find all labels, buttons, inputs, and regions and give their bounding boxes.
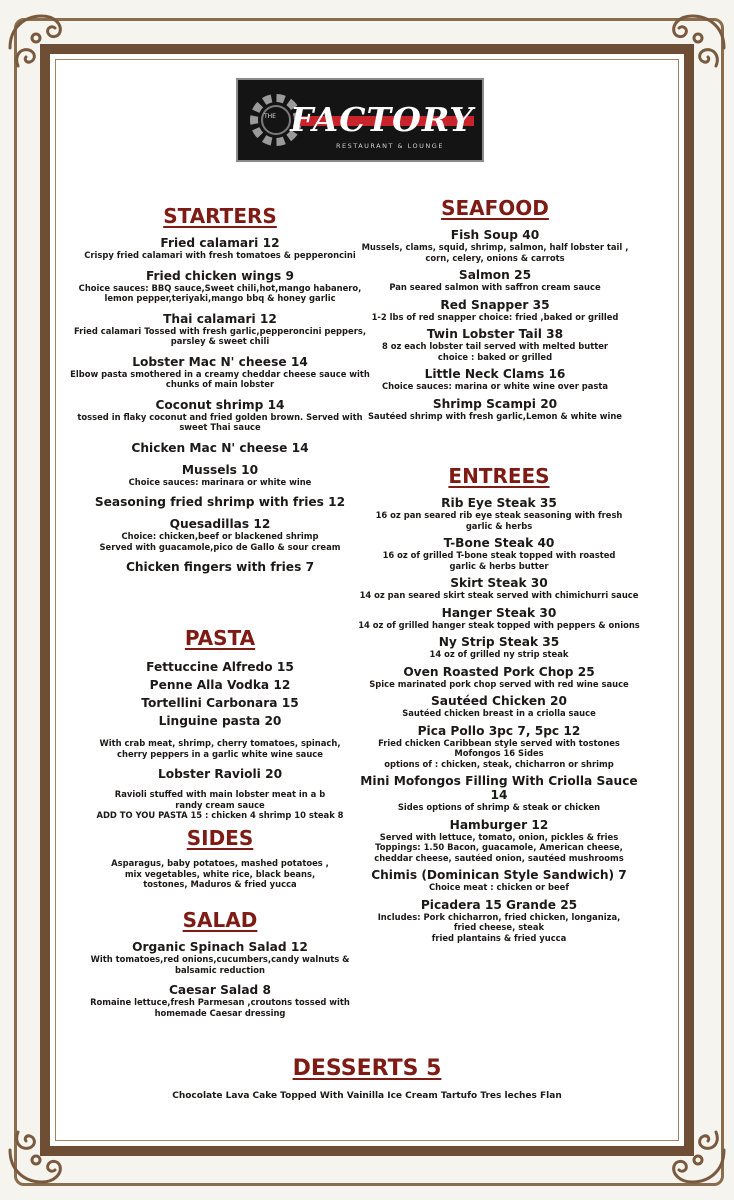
item-description: Choice sauces: marina or white wine over pasta	[381, 381, 609, 391]
menu-item: Fried chicken wings 9	[145, 268, 295, 283]
item-description: garlic & herbs butter	[449, 560, 549, 571]
restaurant-logo	[236, 78, 484, 162]
section-title: SALAD	[182, 908, 258, 932]
item-description: 14 oz of grilled ny strip steak	[429, 649, 569, 659]
item-description: 8 oz each lobster tail served with melted butter	[381, 341, 609, 351]
menu-item: Rib Eye Steak 35	[441, 496, 557, 510]
item-description: choice : baked or grilled	[437, 351, 553, 362]
item-description: Sautéed chicken breast in a criolla sauce	[402, 708, 596, 718]
item-description: Served with guacamole,pico de Gallo & sour cream	[99, 541, 341, 552]
pasta-add-on: ADD TO YOU PASTA 15 : chicken 4 shrimp 10 steak 8	[96, 810, 344, 820]
item-description: Served with lettuce, tomato, onion, pickles & fries	[379, 831, 619, 842]
item-description: chunks of main lobster	[165, 379, 275, 389]
item-description: tossed in flaky coconut and fried golden brown. Served with	[77, 411, 363, 422]
corner-flourish-icon	[662, 8, 732, 78]
section-title: ENTREES	[448, 464, 550, 488]
menu-item: Mini Mofongos Filling With Criolla Sauce 14	[360, 774, 638, 802]
menu-item: Picadera 15 Grande 25	[420, 897, 578, 912]
section-title: PASTA	[184, 626, 256, 650]
item-description: Fried chicken Caribbean style served with tostones	[378, 737, 620, 748]
menu-item: Salmon 25	[458, 268, 532, 282]
menu-item: Sautéed Chicken 20	[431, 694, 567, 708]
item-description: Choice: chicken,beef or blackened shrimp	[121, 531, 319, 541]
menu-item: Hanger Steak 30	[441, 605, 557, 620]
item-description: sweet Thai sauce	[179, 422, 261, 432]
sides-section	[70, 826, 370, 890]
section-title: DESSERTS 5	[292, 1056, 442, 1081]
menu-item: T-Bone Steak 40	[443, 536, 555, 550]
logo-name: FACTORY	[290, 100, 474, 139]
menu-item: Fish Soup 40	[450, 228, 540, 242]
menu-item: Coconut shrimp 14	[155, 397, 285, 412]
menu-item: Quesadillas 12	[169, 517, 271, 531]
item-description: Spice marinated pork chop served with red wine sauce	[369, 678, 629, 689]
item-description: Mofongos 16 Sides	[454, 748, 544, 758]
item-description: With tomatoes,red onions,cucumbers,candy walnuts &	[90, 954, 350, 964]
item-description: 1-2 lbs of red snapper choice: fried ,baked or grilled	[371, 311, 619, 322]
item-description: balsamic reduction	[175, 964, 265, 975]
item-description: Includes: Pork chicharron, fried chicken, longaniza,	[377, 911, 621, 922]
item-description: Choice sauces: marinara or white wine	[128, 476, 312, 487]
item-description: mix vegetables, white rice, black beans,	[124, 868, 316, 879]
starters-section	[70, 204, 370, 574]
item-description: Ravioli stuffed with main lobster meat in a b	[114, 789, 326, 799]
menu-item: Red Snapper 35	[440, 297, 550, 312]
item-description: Sides options of shrimp & steak or chicken	[397, 802, 601, 812]
item-description: With crab meat, shrimp, cherry tomatoes, spinach,	[99, 738, 341, 748]
item-description: garlic & herbs	[465, 520, 533, 531]
item-description: options of : chicken, steak, chicharron or shrimp	[384, 758, 614, 769]
section-title: SIDES	[186, 826, 254, 850]
menu-item: Little Neck Clams 16	[424, 367, 566, 381]
menu-item: Organic Spinach Salad 12	[132, 940, 308, 954]
item-description: randy cream sauce	[175, 799, 265, 810]
menu-item: Ny Strip Steak 35	[438, 635, 560, 649]
menu-item: Chicken Mac N' cheese 14	[131, 440, 309, 455]
item-description: Choice meat : chicken or beef	[429, 882, 569, 892]
menu-item: Caesar Salad 8	[168, 983, 272, 997]
menu-item: Twin Lobster Tail 38	[426, 327, 564, 341]
item-description: Elbow pasta smothered in a creamy cheddar cheese sauce with	[70, 368, 370, 379]
item-description: tostones, Maduros & fried yucca	[143, 879, 297, 889]
item-description: lemon pepper,teriyaki,mango bbq & honey garlic	[104, 293, 336, 303]
item-description: 14 oz of grilled hanger steak topped with peppers & onions	[358, 619, 640, 630]
pasta-section	[70, 626, 370, 821]
item-description: 16 oz pan seared rib eye steak seasoning with fresh	[375, 510, 623, 520]
item-description: Fried calamari Tossed with fresh garlic,pepperoncini peppers,	[73, 325, 366, 336]
menu-item: Tortellini Carbonara 15	[141, 696, 299, 710]
menu-item: Skirt Steak 30	[450, 576, 548, 590]
item-description: parsley & sweet chili	[170, 336, 270, 346]
menu-item: Seasoning fried shrimp with fries 12	[94, 495, 346, 509]
corner-flourish-icon	[2, 8, 72, 78]
logo-tagline: RESTAURANT & LOUNGE	[336, 142, 444, 150]
section-title: STARTERS	[163, 204, 277, 228]
corner-flourish-icon	[662, 1120, 732, 1190]
desserts-section	[100, 1056, 634, 1102]
item-description: Romaine lettuce,fresh Parmesan ,croutons tossed with	[90, 997, 350, 1007]
menu-item: Chimis (Dominican Style Sandwich) 7	[371, 868, 627, 882]
menu-item: Mussels 10	[181, 462, 259, 477]
menu-item: Linguine pasta 20	[158, 714, 282, 728]
section-title: SEAFOOD	[441, 196, 549, 220]
menu-item: Penne Alla Vodka 12	[149, 678, 291, 692]
corner-flourish-icon	[2, 1120, 72, 1190]
item-description: Choice sauces: BBQ sauce,Sweet chili,hot,mango habanero,	[78, 282, 362, 293]
item-description: Toppings: 1.50 Bacon, guacamole, American cheese,	[375, 842, 623, 852]
item-description: Mussels, clams, squid, shrimp, salmon, half lobster tail ,	[361, 242, 629, 252]
item-description: Crispy fried calamari with fresh tomatoes & pepperoncini	[84, 250, 356, 260]
menu-item: Lobster Mac N' cheese 14	[132, 354, 308, 369]
item-description: cherry peppers in a garlic white wine sauce	[117, 748, 323, 759]
menu-item: Fettuccine Alfredo 15	[146, 660, 294, 674]
item-description: homemade Caesar dressing	[154, 1007, 286, 1018]
menu-item: Pica Pollo 3pc 7, 5pc 12	[417, 723, 581, 738]
menu-item: Thai calamari 12	[163, 311, 277, 326]
menu-item: Hamburger 12	[449, 817, 549, 832]
item-description: Asparagus, baby potatoes, mashed potatoes ,	[111, 858, 329, 868]
item-description: cheddar cheese, sautéed onion, sautéed mushrooms	[374, 852, 624, 863]
entrees-section	[350, 464, 648, 943]
item-description: Sautéed shrimp with fresh garlic,Lemon & white wine	[368, 410, 622, 421]
menu-item: Oven Roasted Pork Chop 25	[403, 664, 595, 679]
item-description: Pan seared salmon with saffron cream sauce	[389, 282, 601, 292]
menu-item: Chicken fingers with fries 7	[125, 560, 315, 574]
item-description: fried cheese, steak	[453, 922, 545, 932]
seafood-section	[350, 196, 640, 421]
item-description: fried plantains & fried yucca	[431, 932, 567, 943]
item-description: 14 oz pan seared skirt steak served with chimichurri sauce	[359, 590, 639, 600]
menu-item: Shrimp Scampi 20	[432, 396, 558, 411]
menu-item: Fried calamari 12	[160, 236, 280, 250]
item-description: 16 oz of grilled T-bone steak topped with roasted	[382, 550, 616, 560]
menu-item: Lobster Ravioli 20	[157, 767, 283, 781]
item-description: corn, celery, onions & carrots	[425, 252, 565, 263]
dessert-list: Chocolate Lava Cake Topped With Vainilla Ice Cream Tartufo Tres leches Flan	[172, 1091, 562, 1101]
logo-prefix: THE	[264, 113, 276, 120]
salad-section	[70, 908, 370, 1018]
